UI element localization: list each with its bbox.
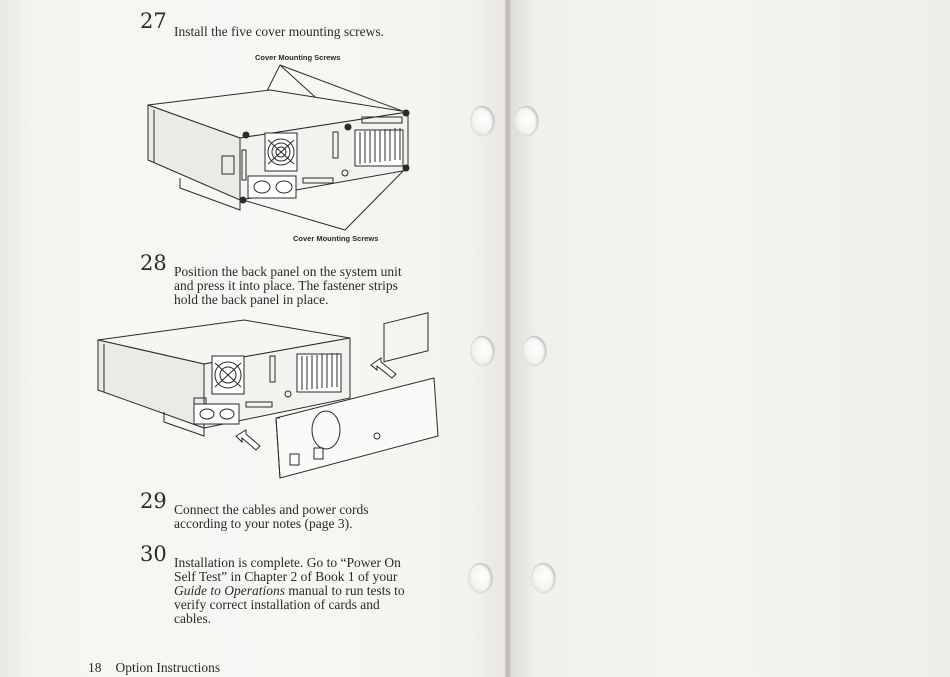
step-text	[174, 265, 464, 307]
right-page-blank	[508, 0, 950, 677]
step-line: hold the back panel in place.	[174, 292, 329, 307]
step-number: 30	[140, 542, 167, 566]
step-line: Install the five cover mounting screws.	[174, 24, 384, 39]
binder-hole-icon	[468, 563, 492, 593]
step-line: verify correct installation of cards and	[174, 597, 380, 612]
figure-cover-screws	[140, 60, 430, 235]
binder-hole-icon	[470, 336, 494, 366]
step-line: Self Test” in Chapter 2 of Book 1 of your	[174, 569, 398, 584]
book-gutter	[505, 0, 511, 677]
book-title: Guide to Operations	[174, 583, 285, 598]
step-number: 27	[140, 9, 167, 33]
step-text	[174, 556, 464, 626]
page-footer	[88, 660, 220, 676]
footer-title: Option Instructions	[115, 660, 221, 675]
binder-hole-icon	[514, 106, 538, 136]
binder-hole-icon	[531, 563, 555, 593]
step-number: 29	[140, 489, 167, 513]
step-line-rest: manual to run tests to	[285, 583, 405, 598]
step-line: Installation is complete. Go to “Power On	[174, 555, 401, 570]
step-line: according to your notes (page 3).	[174, 516, 353, 531]
step-text	[174, 503, 464, 531]
binder-hole-icon	[470, 106, 494, 136]
step-line: Position the back panel on the system unit	[174, 264, 402, 279]
callout-label-top: Cover Mounting Screws	[255, 53, 341, 62]
binder-hole-icon	[522, 336, 546, 366]
step-line: Connect the cables and power cords	[174, 502, 369, 517]
step-line	[174, 584, 464, 598]
figure-back-panel	[94, 318, 444, 483]
step-line: and press it into place. The fastener strips	[174, 278, 398, 293]
callout-label-bottom: Cover Mounting Screws	[293, 234, 379, 243]
step-number: 28	[140, 251, 167, 275]
step-line: cables.	[174, 611, 212, 626]
page-number: 18	[88, 660, 102, 675]
step-text	[174, 25, 464, 39]
